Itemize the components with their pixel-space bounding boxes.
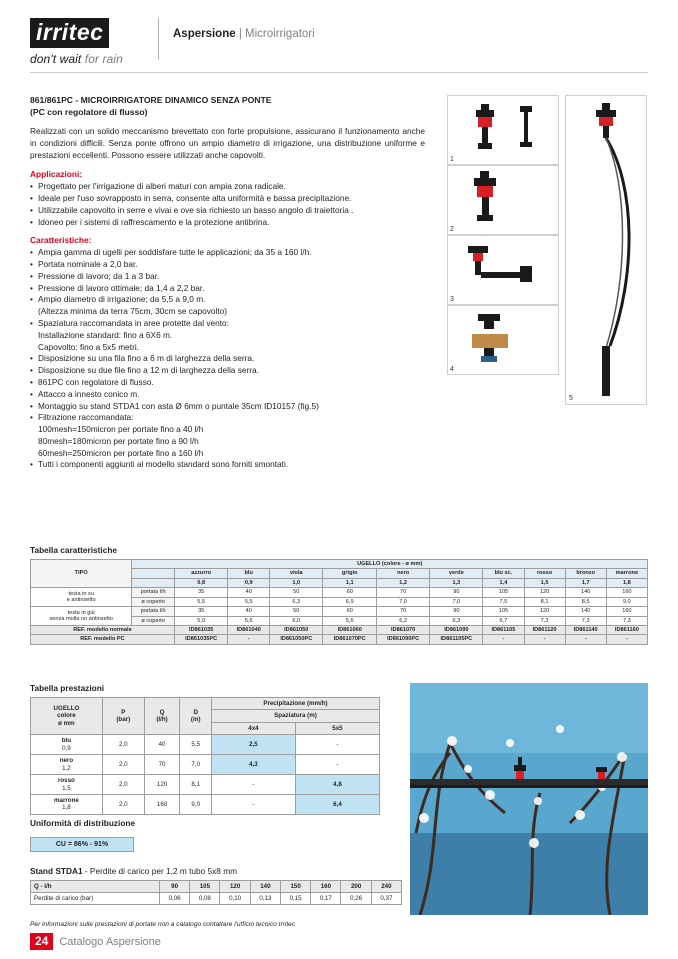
figure-5-number: 5	[569, 395, 573, 402]
nozzle-mm-header: 1,5	[524, 578, 565, 587]
cell: 8,5	[565, 597, 606, 606]
cell: 5,5	[174, 597, 227, 606]
product-description	[30, 95, 425, 478]
precip-5x5-cell: 4,8	[295, 775, 379, 795]
list-item: 80mesh=180micron per portate fino a 90 l/h	[38, 435, 199, 446]
header-spacing-4x4: 4x4	[211, 722, 295, 734]
pressure-cell: 2,0	[102, 794, 144, 814]
header-rule	[30, 72, 648, 73]
header-ugello: UGELLO colore ø mm	[31, 698, 103, 735]
table-row	[31, 588, 648, 597]
ref-pc-cell: ID861070PC	[323, 635, 376, 644]
header-precipitation: Precipitazione (mm/h)	[211, 698, 379, 710]
list-item: • Utilizzabile capovolto in serre e vivai e ove sia richiesto un basso angolo di traiettoria .	[30, 205, 425, 217]
cell: 70	[376, 607, 429, 616]
nozzle-cell: nero 1,2	[31, 755, 103, 775]
ref-std-cell: ID861120	[524, 625, 565, 634]
precip-5x5-cell: 6,4	[295, 794, 379, 814]
pressure-cell: 2,0	[102, 735, 144, 755]
row-label: testa in giù senza molla no antinsetto	[31, 607, 132, 626]
stand-flow-cell: 240	[371, 881, 401, 893]
ref-std-cell: ID861040	[228, 625, 270, 634]
list-item: • Disposizione su una fila fino a 6 m di larghezza della serra.	[30, 353, 425, 365]
cell: 9,0	[606, 597, 647, 606]
stand-loss-cell: 0,13	[250, 893, 280, 905]
header-q: Q (l/h)	[144, 698, 180, 735]
cell: 70	[376, 588, 429, 597]
cell: 160	[606, 607, 647, 616]
header-breadcrumb	[173, 18, 315, 40]
nozzle-color-header: nero	[376, 569, 429, 578]
stand-loss-cell: 0,26	[341, 893, 371, 905]
nozzle-mm-header: 1,3	[430, 578, 483, 587]
product-title-line2: (PC con regolatore di flusso)	[30, 106, 148, 117]
list-item: 60mesh=250micron per portate fino a 160 l/h	[38, 447, 204, 458]
cell: 90	[430, 588, 483, 597]
list-item: • Attacco a innesto conico m.	[30, 389, 425, 401]
ref-std-cell: ID861160	[606, 625, 647, 634]
nozzle-color-header: blu	[228, 569, 270, 578]
logo-wordmark: irritec	[30, 18, 109, 48]
cell: 7,5	[483, 597, 524, 606]
stand-caption-rest: - Perdite di carico per 1,2 m tubo 5x8 mm	[82, 866, 238, 876]
precip-4x4-cell: -	[211, 794, 295, 814]
ref-pc-cell: ID861105PC	[430, 635, 483, 644]
stand-stda1-figure-icon	[566, 96, 646, 404]
cell: 60	[323, 607, 376, 616]
nozzle-cell: blu 0,9	[31, 735, 103, 755]
cell: 7,3	[606, 616, 647, 625]
pressure-cell: 2,0	[102, 755, 144, 775]
flow-cell: 40	[144, 735, 180, 755]
nozzle-color-header: marrone	[606, 569, 647, 578]
footer-title: Catalogo Aspersione	[59, 935, 161, 948]
flow-cell: 120	[144, 775, 180, 795]
stand-flow-cell: 150	[280, 881, 310, 893]
uniformity-caption: Uniformità di distribuzione	[30, 818, 136, 828]
performance-table	[30, 697, 380, 815]
breadcrumb-separator: |	[238, 28, 242, 40]
nozzle-mm-header: 1,0	[270, 578, 323, 587]
nozzle-color-header: viola	[270, 569, 323, 578]
page-header	[30, 18, 648, 68]
stand-flow-cell: 140	[250, 881, 280, 893]
list-item: • Tutti i componenti aggiunti al modello standard sono forniti smontati.	[30, 459, 425, 471]
figure-2	[447, 165, 559, 235]
list-item: • 861PC con regolatore di flusso.	[30, 377, 425, 389]
list-item: • Idoneo per i sistemi di raffrescamento e la protezione antibrina.	[30, 217, 425, 229]
cell: 8,1	[524, 597, 565, 606]
ref-std-cell: ID861090	[430, 625, 483, 634]
header-divider	[158, 18, 159, 60]
cell: 35	[174, 588, 227, 597]
nozzle-cell: rosso 1,5	[31, 775, 103, 795]
page-number: 24	[30, 933, 53, 950]
applications-heading: Applicazioni:	[30, 169, 83, 180]
microsprinkler-figure-1-icon	[448, 96, 558, 164]
microsprinkler-figure-3-icon	[448, 236, 558, 304]
row-sublabel: portata l/h	[132, 607, 175, 616]
table-row	[31, 625, 648, 634]
cell: 50	[270, 588, 323, 597]
precip-4x4-cell: 4,3	[211, 755, 295, 775]
uniformity-value-badge: CU = 86% - 91%	[30, 837, 134, 852]
precip-5x5-cell: -	[295, 755, 379, 775]
ref-pc-cell: -	[606, 635, 647, 644]
table-row	[31, 775, 380, 795]
ref-pc-cell: -	[524, 635, 565, 644]
features-list	[30, 247, 425, 471]
diameter-cell: 9,0	[180, 794, 212, 814]
header-d: D (m)	[180, 698, 212, 735]
table-row	[31, 607, 648, 616]
cell: 35	[174, 607, 227, 616]
nozzle-color-header: bronzo	[565, 569, 606, 578]
nozzle-mm-header: 1,8	[606, 578, 647, 587]
stand-loss-cell: 0,06	[159, 893, 189, 905]
row-sublabel: ø coperto	[132, 616, 175, 625]
cell: 5,6	[228, 616, 270, 625]
figure-3-number: 3	[450, 296, 454, 303]
ref-std-cell: ID861070	[376, 625, 429, 634]
nozzle-color-header: rosso	[524, 569, 565, 578]
stand-loss-cell: 0,15	[280, 893, 310, 905]
figure-4-number: 4	[450, 366, 454, 373]
table-row	[31, 881, 402, 893]
ref-std-cell: ID861105	[483, 625, 524, 634]
performance-table-block	[30, 683, 380, 815]
cell: 140	[565, 588, 606, 597]
cell: 7,0	[430, 597, 483, 606]
cell: 6,2	[376, 616, 429, 625]
list-item: Installazione standard: fino a 6X6 m.	[38, 329, 173, 340]
characteristics-table	[30, 559, 648, 645]
cell: 6,3	[430, 616, 483, 625]
cell: 6,0	[270, 616, 323, 625]
header-p: P (bar)	[102, 698, 144, 735]
stand-loss-cell: 0,37	[371, 893, 401, 905]
cell: 7,3	[565, 616, 606, 625]
ref-std-cell: ID861050	[270, 625, 323, 634]
table-row	[31, 755, 380, 775]
product-intro: Realizzati con un solido meccanismo brevettato con forte propulsione, assicurano il funzionamento anche in condizioni difficili. Senza ponte offrono un ampio diametro di irrigazione, una distribuzione uniforme e prestazioni eccellenti. Possono essere utilizzati anche capovolti.	[30, 126, 425, 161]
list-item: • Montaggio su stand STDA1 con asta Ø 6mm o puntale 35cm ID10157 (fig.5)	[30, 401, 425, 413]
list-item: • Spaziatura raccomandata in aree protette dal vento:	[30, 318, 425, 330]
nozzle-mm-header: 0,8	[174, 578, 227, 587]
ref-pc-cell: -	[565, 635, 606, 644]
figure-1-number: 1	[450, 156, 454, 163]
flow-cell: 70	[144, 755, 180, 775]
list-item: • Ampia gamma di ugelli per soddisfare tutte le applicazioni; da 35 a 160 l/h.	[30, 247, 425, 259]
cell: 6,3	[270, 597, 323, 606]
page-title	[30, 95, 425, 118]
cell: 5,0	[174, 616, 227, 625]
page-footer	[30, 933, 648, 950]
table-row	[31, 635, 648, 644]
stand-row1-label: Q - l/h	[31, 881, 160, 893]
header-spacing: Spaziatura (m)	[211, 710, 379, 722]
nozzle-mm-header: 1,2	[376, 578, 429, 587]
list-item: 100mesh=150micron per portate fino a 40 l/h	[38, 424, 204, 435]
figure-1	[447, 95, 559, 165]
nozzle-mm-header: 1,1	[323, 578, 376, 587]
row-label: testa in su e antinsetto	[31, 588, 132, 607]
stand-flow-cell: 200	[341, 881, 371, 893]
header-spacing-5x5: 5x5	[295, 722, 379, 734]
pressure-cell: 2,0	[102, 775, 144, 795]
list-item: (Altezza minima da terra 75cm, 30cm se capovolto)	[38, 306, 228, 317]
applications-list	[30, 181, 425, 228]
cell: 50	[270, 607, 323, 616]
nozzle-mm-header: 1,4	[483, 578, 524, 587]
stand-loss-cell: 0,08	[190, 893, 220, 905]
table-header-type: TIPO	[31, 560, 132, 588]
nozzle-color-header: azzurro	[174, 569, 227, 578]
ref-pc-cell: -	[483, 635, 524, 644]
nozzle-color-header: verde	[430, 569, 483, 578]
list-item: Capovolto: fino a 5x5 metri.	[38, 341, 139, 352]
cell: 6,9	[323, 597, 376, 606]
ref-pc-cell: -	[228, 635, 270, 644]
nozzle-mm-header: 0,9	[228, 578, 270, 587]
table-header-group: UGELLO (colore - ø mm)	[132, 560, 648, 569]
figure-grid	[447, 95, 559, 520]
nozzle-color-header: blu sc.	[483, 569, 524, 578]
ref-pc-label: REF. modello PC	[31, 635, 175, 644]
precip-5x5-cell: -	[295, 735, 379, 755]
precip-4x4-cell: -	[211, 775, 295, 795]
uniformity-block	[30, 818, 380, 852]
cell: 105	[483, 607, 524, 616]
list-item: • Progettato per l'irrigazione di alberi maturi con ampia zona radicale.	[30, 181, 425, 193]
cell: 90	[430, 607, 483, 616]
flow-cell: 160	[144, 794, 180, 814]
cell: 6,7	[483, 616, 524, 625]
stand-caption-bold: Stand STDA1	[30, 866, 83, 876]
stand-loss-cell: 0,17	[311, 893, 341, 905]
stand-loss-table	[30, 880, 402, 905]
footnote: Per informazioni sulle prestazioni di portate non a catalogo contattare l'ufficio tecnico Irritec	[30, 921, 296, 928]
figure-3	[447, 235, 559, 305]
ref-std-cell: ID861140	[565, 625, 606, 634]
figure-4	[447, 305, 559, 375]
row-sublabel: portata l/h	[132, 588, 175, 597]
stand-flow-cell: 120	[220, 881, 250, 893]
diameter-cell: 8,1	[180, 775, 212, 795]
cell: 120	[524, 607, 565, 616]
nozzle-cell: marrone 1,8	[31, 794, 103, 814]
ref-pc-cell: ID861050PC	[270, 635, 323, 644]
features-heading: Caratteristiche:	[30, 235, 92, 246]
nozzle-color-header: grigio	[323, 569, 376, 578]
list-item: • Ampio diametro di irrigazione; da 5,5 a 9,0 m.	[30, 294, 425, 306]
precip-4x4-cell: 2,5	[211, 735, 295, 755]
list-item: • Pressione di lavoro; da 1 a 3 bar.	[30, 271, 425, 283]
stand-caption	[30, 866, 450, 876]
tagline-bold: don't wait	[30, 52, 82, 66]
table-row	[31, 893, 402, 905]
ref-pc-cell: ID861035PC	[174, 635, 227, 644]
characteristics-table-caption: Tabella caratteristiche	[30, 545, 118, 555]
stand-flow-cell: 105	[190, 881, 220, 893]
list-item: • Filtrazione raccomandata:	[30, 412, 425, 424]
diameter-cell: 7,0	[180, 755, 212, 775]
stand-row2-label: Perdite di carico (bar)	[31, 893, 160, 905]
cell: 120	[524, 588, 565, 597]
cell: 60	[323, 588, 376, 597]
performance-table-caption: Tabella prestazioni	[30, 683, 105, 693]
cell: 7,3	[524, 616, 565, 625]
brand-logo	[30, 18, 142, 66]
ref-std-label: REF. modello normale	[31, 625, 175, 634]
list-item: • Disposizione su due file fino a 12 m di larghezza della serra.	[30, 365, 425, 377]
stand-flow-cell: 160	[311, 881, 341, 893]
microsprinkler-figure-4-icon	[448, 306, 558, 374]
row-sublabel: ø coperto	[132, 597, 175, 606]
diameter-cell: 5,5	[180, 735, 212, 755]
product-title-line1: 861/861PC - MICROIRRIGATORE DINAMICO SENZA PONTE	[30, 95, 272, 105]
breadcrumb-section: Aspersione	[173, 28, 236, 40]
tagline-light: for rain	[84, 52, 123, 66]
cell: 40	[228, 607, 270, 616]
cell: 7,0	[376, 597, 429, 606]
microsprinkler-figure-2-icon	[448, 166, 558, 234]
list-item: • Portata nominale a 2,0 bar.	[30, 259, 425, 271]
figure-panel	[447, 95, 647, 520]
stand-loss-block	[30, 866, 450, 905]
cell: 40	[228, 588, 270, 597]
characteristics-table-block	[30, 545, 648, 645]
logo-tagline	[30, 52, 142, 66]
cell: 140	[565, 607, 606, 616]
cell: 5,5	[228, 597, 270, 606]
stand-loss-cell: 0,10	[220, 893, 250, 905]
ref-pc-cell: ID861090PC	[376, 635, 429, 644]
figure-2-number: 2	[450, 226, 454, 233]
ref-std-cell: ID861035	[174, 625, 227, 634]
table-row	[31, 735, 380, 755]
cell: 5,6	[323, 616, 376, 625]
stand-flow-cell: 90	[159, 881, 189, 893]
nozzle-mm-header: 1,7	[565, 578, 606, 587]
breadcrumb-subsection: Microirrigatori	[245, 28, 315, 40]
ref-std-cell: ID861060	[323, 625, 376, 634]
figure-5	[565, 95, 647, 405]
table-row	[31, 794, 380, 814]
list-item: • Pressione di lavoro ottimale; da 1,4 a 2,2 bar.	[30, 283, 425, 295]
list-item: • Ideale per l'uso sovrapposto in serra, consente alta uniformità e bassa precipitazione.	[30, 193, 425, 205]
cell: 160	[606, 588, 647, 597]
cell: 105	[483, 588, 524, 597]
